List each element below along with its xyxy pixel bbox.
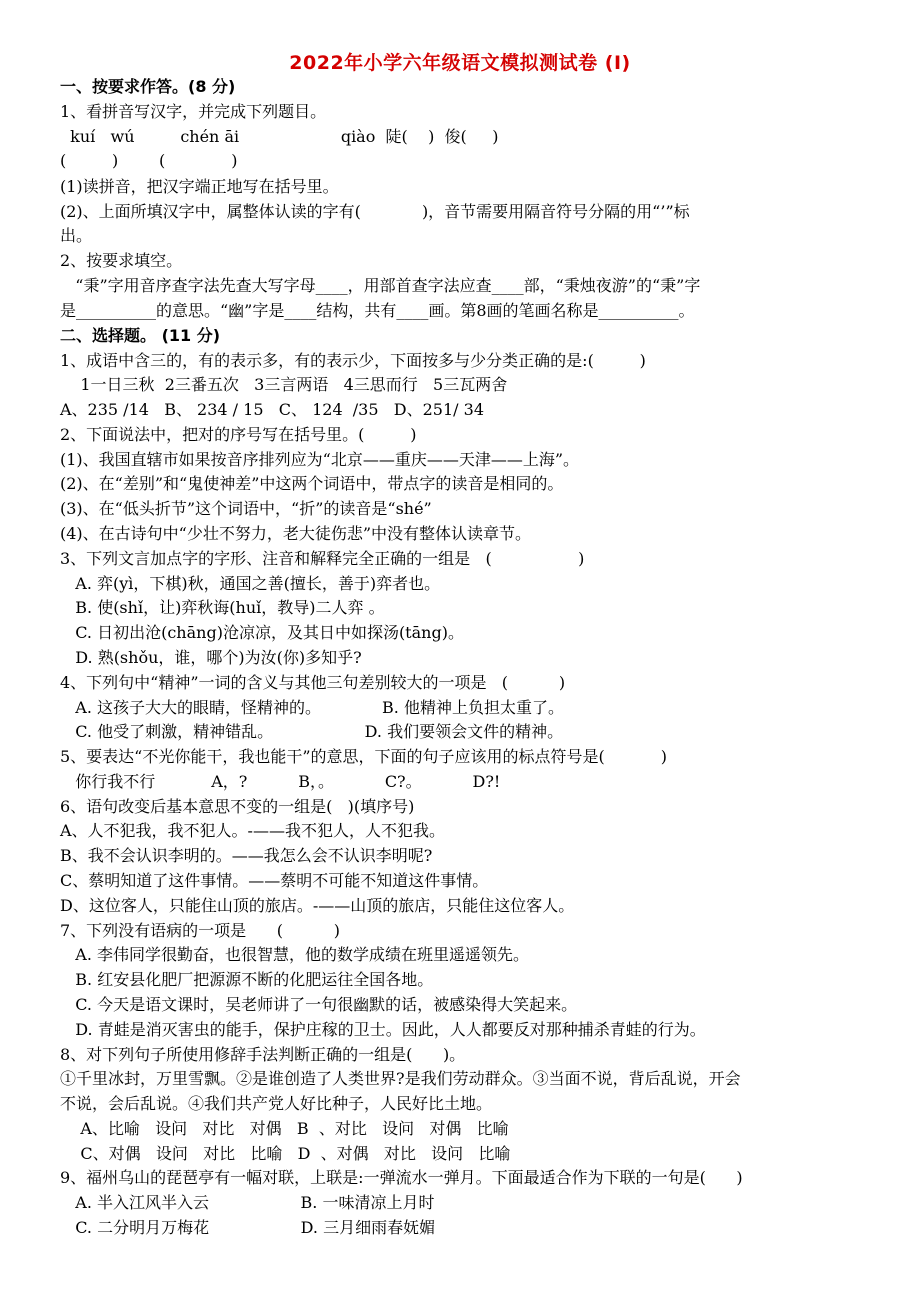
option-line: A. 这孩子大大的眼睛，怪精神的。 B. 他精神上负担太重了。 (60, 698, 564, 717)
option-line: D. 熟(shǒu，谁，哪个)为汝(你)多知乎? (60, 648, 362, 667)
question-line: (1)读拼音，把汉字端正地写在括号里。 (60, 177, 339, 196)
option-line: D. 青蛙是消灭害虫的能手，保护庄稼的卫士。因此，人人都要反对那种捕杀青蛙的行为。 (60, 1020, 706, 1039)
option-line: A、比喻 设问 对比 对偶 B 、对比 设问 对偶 比喻 (60, 1119, 509, 1138)
option-line: B. 使(shǐ，让)弈秋诲(huǐ，教导)二人弈 。 (60, 598, 385, 617)
question-line: 是__________的意思。“幽”字是____结构，共有____画。第8画的笔画名称是__________。 (60, 301, 695, 320)
option-line: C. 日初出沧(chāng)沧凉凉，及其日中如探汤(tāng)。 (60, 623, 464, 642)
question-line: 6、语句改变后基本意思不变的一组是( )(填序号) (60, 797, 415, 816)
option-line: (2)、在“差别”和“鬼使神差”中这两个词语中，带点字的读音是相同的。 (60, 474, 564, 493)
option-line: 你行我不行 A，? B，。 C?。 D?! (60, 772, 501, 791)
question-line: 9、福州乌山的琵琶亭有一幅对联，上联是:一弹流水一弹月。下面最适合作为下联的一句是( ) (60, 1168, 743, 1187)
option-line: A、235 /14 B、 234 / 15 C、 124 /35 D、251/ 34 (60, 400, 485, 419)
question-line: 出。 (60, 226, 93, 245)
option-line: A. 半入江风半入云 B. 一味清凉上月时 (60, 1193, 435, 1212)
question-line: 3、下列文言加点字的字形、注音和解释完全正确的一组是 ( ) (60, 549, 585, 568)
option-line: A. 弈(yì，下棋)秋，通国之善(擅长，善于)弈者也。 (60, 574, 441, 593)
option-line: C. 二分明月万梅花 D. 三月细雨春妩媚 (60, 1218, 436, 1237)
question-line: 4、下列句中“精神”一词的含义与其他三句差别较大的一项是 ( ) (60, 673, 566, 692)
option-line: A. 李伟同学很勤奋，也很智慧，他的数学成绩在班里遥遥领先。 (60, 945, 529, 964)
question-line: 2、下面说法中，把对的序号写在括号里。( ) (60, 425, 417, 444)
option-line: C、蔡明知道了这件事情。——蔡明不可能不知道这件事情。 (60, 871, 489, 890)
question-line: (2)、上面所填汉字中，属整体认读的字有( )，音节需要用隔音符号分隔的用“’”标 (60, 202, 690, 221)
option-line: A、人不犯我，我不犯人。-——我不犯人，人不犯我。 (60, 821, 445, 840)
question-line: 5、要表达“不光你能干，我也能干”的意思，下面的句子应该用的标点符号是( ) (60, 747, 667, 766)
option-line: C、对偶 设问 对比 比喻 D 、对偶 对比 设问 比喻 (60, 1144, 511, 1163)
option-line: 1一日三秋 2三番五次 3三言两语 4三思而行 5三瓦两舍 (60, 375, 508, 394)
question-line: 2、按要求填空。 (60, 251, 183, 270)
page-title: 2022年小学六年级语文模拟测试卷 (I) (289, 52, 631, 74)
section-heading: 一、按要求作答。(8 分) (60, 77, 236, 96)
question-line: ①千里冰封，万里雪飘。②是谁创造了人类世界?是我们劳动群众。③当面不说，背后乱说，开会 (60, 1069, 741, 1088)
question-line: 1、成语中含三的，有的表示多，有的表示少，下面按多与少分类正确的是:( ) (60, 351, 646, 370)
option-line: C. 他受了刺激，精神错乱。 D. 我们要领会文件的精神。 (60, 722, 564, 741)
question-line: 1、看拼音写汉字，并完成下列题目。 (60, 102, 327, 121)
question-line: 8、对下列句子所使用修辞手法判断正确的一组是( )。 (60, 1045, 466, 1064)
question-line: 不说，会后乱说。④我们共产党人好比种子，人民好比土地。 (60, 1094, 493, 1113)
pinyin-line: kuí wú chén āi qiào 陡( ) 俊( ) (60, 127, 499, 146)
question-line: “秉”字用音序查字法先查大写字母____，用部首查字法应查____部，“秉烛夜游”的“秉”字 (60, 276, 701, 295)
option-line: (3)、在“低头折节”这个词语中，“折”的读音是“shé” (60, 499, 432, 518)
option-line: (1)、我国直辖市如果按音序排列应为“北京——重庆——天津——上海”。 (60, 450, 580, 469)
answer-brackets: ( ) ( ) (60, 151, 238, 170)
option-line: (4)、在古诗句中“少壮不努力，老大徒伤悲”中没有整体认读章节。 (60, 524, 532, 543)
option-line: D、这位客人，只能住山顶的旅店。-——山顶的旅店，只能住这位客人。 (60, 896, 575, 915)
option-line: B、我不会认识李明的。——我怎么会不认识李明呢? (60, 846, 433, 865)
option-line: B. 红安县化肥厂把源源不断的化肥运往全国各地。 (60, 970, 434, 989)
option-line: C. 今天是语文课时，吴老师讲了一句很幽默的话，被感染得大笑起来。 (60, 995, 578, 1014)
section-heading: 二、选择题。 (11 分) (60, 326, 221, 345)
question-line: 7、下列没有语病的一项是 ( ) (60, 921, 341, 940)
